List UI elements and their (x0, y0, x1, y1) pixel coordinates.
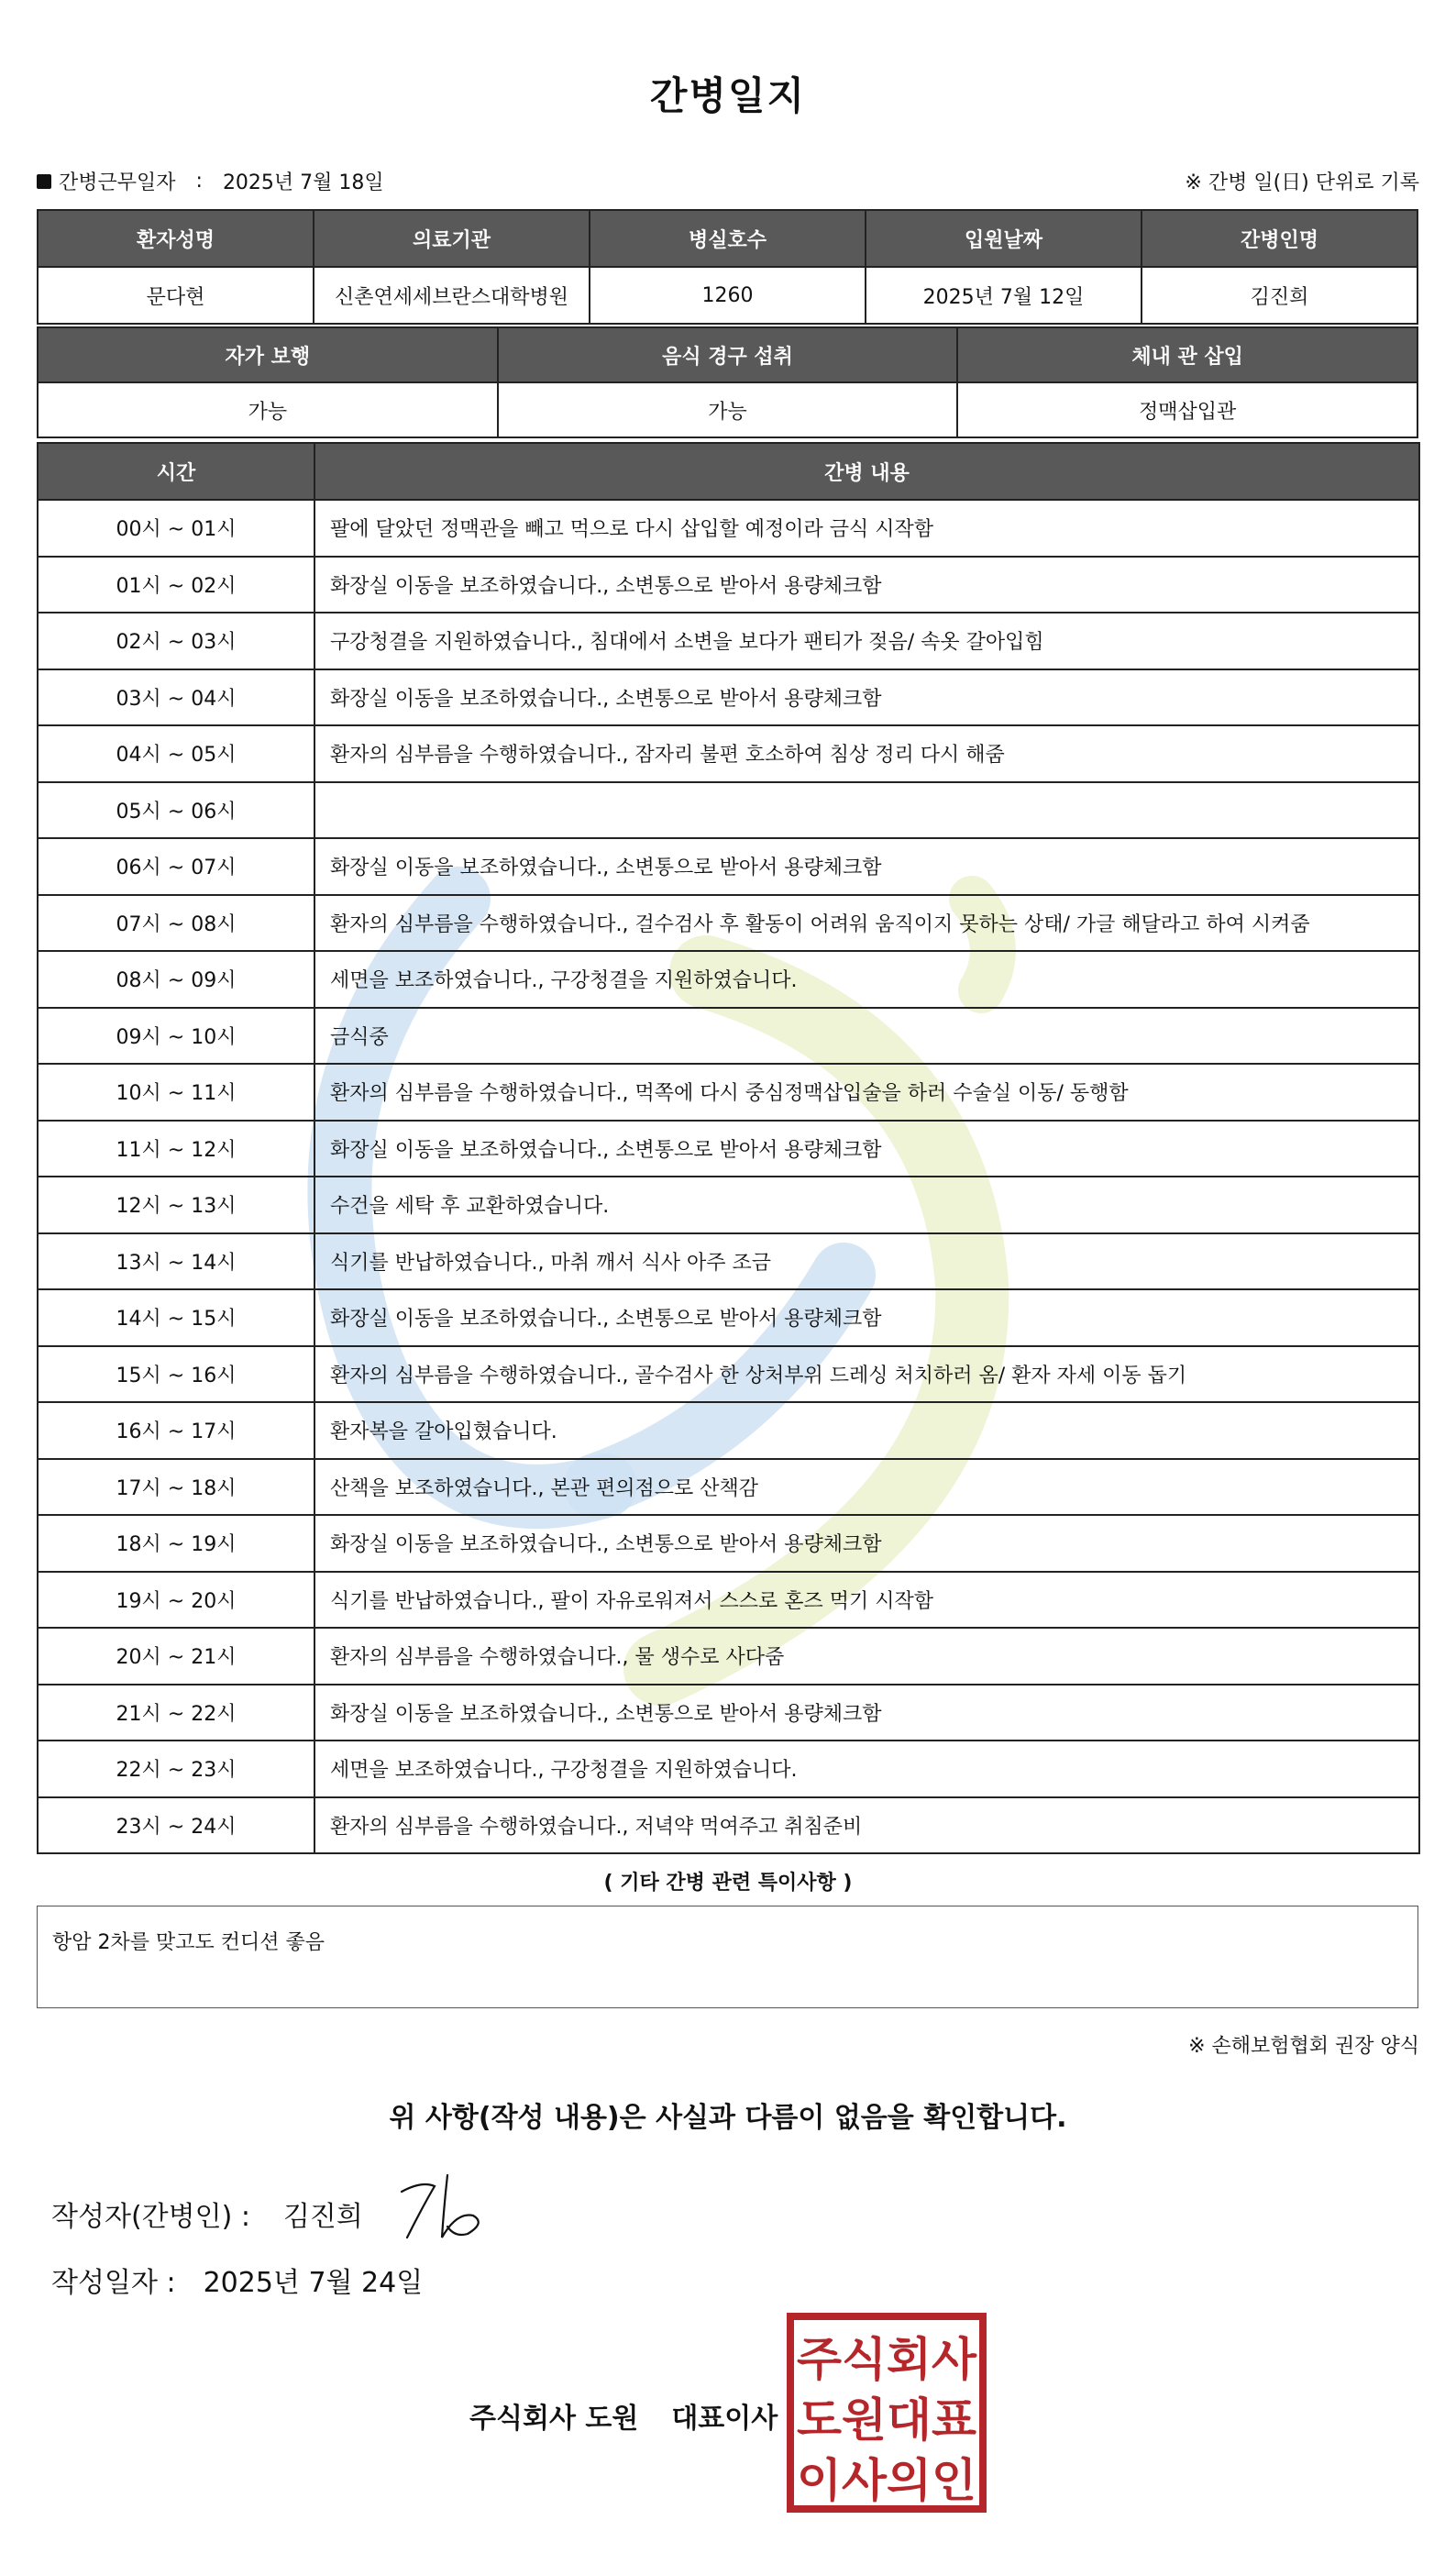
special-notes-box (37, 1906, 1418, 2008)
patient-status-table (37, 326, 1418, 438)
work-date-value: 2025년 7월 18일 (222, 171, 384, 194)
care-content: 식기를 반납하였습니다., 팔이 자유로워져서 스스로 혼즈 먹기 시작함 (314, 1572, 1419, 1629)
time-slot: 23시 ~ 24시 (38, 1797, 314, 1854)
care-content: 화장실 이동을 보조하였습니다., 소변통으로 받아서 용량체크함 (314, 669, 1419, 726)
table-row (38, 1346, 1419, 1403)
time-slot: 18시 ~ 19시 (38, 1515, 314, 1572)
caregiver-name: 김진희 (1142, 267, 1417, 324)
table-row (38, 782, 1419, 839)
table-row (38, 1515, 1419, 1572)
form-note: ※ 손해보험협회 권장 양식 (1188, 2035, 1419, 2058)
special-notes-text: 항암 2차를 맞고도 컨디션 좋음 (52, 1931, 325, 1954)
writer-name: 김진희 (282, 2201, 363, 2233)
care-content: 환자의 심부름을 수행하였습니다., 먹쪽에 다시 중심정맥삽입술을 하러 수술실 이동/ 동행함 (314, 1064, 1419, 1121)
work-date-separator: : (195, 170, 203, 193)
care-content: 식기를 반납하였습니다., 마취 깨서 식사 아주 조금 (314, 1233, 1419, 1290)
care-content: 세면을 보조하였습니다., 구강청결을 지원하였습니다. (314, 951, 1419, 1008)
care-content: 화장실 이동을 보조하였습니다., 소변통으로 받아서 용량체크함 (314, 838, 1419, 895)
care-content: 환자복을 갈아입혔습니다. (314, 1402, 1419, 1459)
tube-insertion: 정맥삽입관 (957, 382, 1417, 437)
care-content: 환자의 심부름을 수행하였습니다., 걸수검사 후 활동이 어려워 움직이지 못하는 상태/ 가글 해달라고 하여 시켜줌 (314, 895, 1419, 952)
table-row (38, 1064, 1419, 1121)
care-content: 화장실 이동을 보조하였습니다., 소변통으로 받아서 용량체크함 (314, 1515, 1419, 1572)
written-date-row (51, 2260, 423, 2300)
care-content: 환자의 심부름을 수행하였습니다., 골수검사 한 상처부위 드레싱 처치하러 옴/ 환자 자세 이동 돕기 (314, 1346, 1419, 1403)
care-content: 금식중 (314, 1008, 1419, 1065)
table-row (38, 1797, 1419, 1854)
table-row (38, 613, 1419, 669)
table-row (38, 838, 1419, 895)
care-content: 수건을 세탁 후 교환하였습니다. (314, 1177, 1419, 1233)
header-patient-name: 환자성명 (38, 210, 314, 267)
written-date-label: 작성일자 : (51, 2267, 176, 2299)
time-slot: 03시 ~ 04시 (38, 669, 314, 726)
time-slot: 15시 ~ 16시 (38, 1346, 314, 1403)
time-slot: 06시 ~ 07시 (38, 838, 314, 895)
time-slot: 05시 ~ 06시 (38, 782, 314, 839)
time-slot: 02시 ~ 03시 (38, 613, 314, 669)
table-row (38, 725, 1419, 782)
time-slot: 19시 ~ 20시 (38, 1572, 314, 1629)
table-row (38, 1233, 1419, 1290)
care-content: 팔에 달았던 정맥관을 빼고 먹으로 다시 삽입할 예정이라 금식 시작함 (314, 500, 1419, 557)
confirm-statement: 위 사항(작성 내용)은 사실과 다름이 없음을 확인합니다. (389, 2102, 1067, 2134)
representative-title: 대표이사 (671, 2403, 778, 2435)
header-time: 시간 (38, 443, 314, 500)
care-content: 세면을 보조하였습니다., 구강청결을 지원하였습니다. (314, 1741, 1419, 1797)
time-slot: 21시 ~ 22시 (38, 1685, 314, 1741)
header-self-walking: 자가 보행 (38, 327, 498, 382)
special-notes-title: ( 기타 간병 관련 특이사항 ) (603, 1872, 853, 1895)
header-oral-intake: 음식 경구 섭취 (498, 327, 958, 382)
time-slot: 13시 ~ 14시 (38, 1233, 314, 1290)
table-row (38, 1121, 1419, 1177)
table-row (38, 1402, 1419, 1459)
table-row (38, 1572, 1419, 1629)
care-content (314, 782, 1419, 839)
table-row (38, 1008, 1419, 1065)
room-number: 1260 (590, 267, 866, 324)
header-hospital: 의료기관 (314, 210, 590, 267)
table-row (38, 895, 1419, 952)
care-log-table (37, 442, 1420, 1854)
table-row (38, 557, 1419, 613)
self-walking: 가능 (38, 382, 498, 437)
header-admission-date: 입원날짜 (866, 210, 1142, 267)
care-content: 화장실 이동을 보조하였습니다., 소변통으로 받아서 용량체크함 (314, 557, 1419, 613)
time-slot: 16시 ~ 17시 (38, 1402, 314, 1459)
header-room-number: 병실호수 (590, 210, 866, 267)
document-title: 간병일지 (649, 73, 807, 118)
care-content: 구강청결을 지원하였습니다., 침대에서 소변을 보다가 팬티가 젖음/ 속옷 갈아입힘 (314, 613, 1419, 669)
table-row (38, 1459, 1419, 1516)
time-slot: 14시 ~ 15시 (38, 1289, 314, 1346)
time-slot: 17시 ~ 18시 (38, 1459, 314, 1516)
time-slot: 07시 ~ 08시 (38, 895, 314, 952)
table-row (38, 1289, 1419, 1346)
header-tube-insertion: 체내 관 삽입 (957, 327, 1417, 382)
bullet-square-icon (37, 174, 51, 189)
header-care-content: 간병 내용 (314, 443, 1419, 500)
oral-intake: 가능 (498, 382, 958, 437)
care-content: 환자의 심부름을 수행하였습니다., 물 생수로 사다줌 (314, 1628, 1419, 1685)
admission-date: 2025년 7월 12일 (866, 267, 1142, 324)
care-content: 화장실 이동을 보조하였습니다., 소변통으로 받아서 용량체크함 (314, 1121, 1419, 1177)
work-date (37, 167, 384, 195)
seal-line-2: 도원대표 (797, 2393, 977, 2447)
care-content: 산책을 보조하였습니다., 본관 편의점으로 산책감 (314, 1459, 1419, 1516)
handwritten-signature (394, 2172, 495, 2245)
seal-line-3: 이사의인 (797, 2454, 976, 2507)
table-row (38, 1177, 1419, 1233)
written-date: 2025년 7월 24일 (203, 2267, 424, 2299)
care-content: 환자의 심부름을 수행하였습니다., 잠자리 불편 호소하여 침상 정리 다시 해줌 (314, 725, 1419, 782)
hospital: 신촌연세세브란스대학병원 (314, 267, 590, 324)
table-row (38, 1685, 1419, 1741)
patient-info-table (37, 209, 1418, 325)
time-slot: 12시 ~ 13시 (38, 1177, 314, 1233)
company-seal (785, 2311, 988, 2514)
care-content: 화장실 이동을 보조하였습니다., 소변통으로 받아서 용량체크함 (314, 1685, 1419, 1741)
time-slot: 08시 ~ 09시 (38, 951, 314, 1008)
time-slot: 20시 ~ 21시 (38, 1628, 314, 1685)
care-content: 환자의 심부름을 수행하였습니다., 저녁약 먹여주고 취침준비 (314, 1797, 1419, 1854)
time-slot: 11시 ~ 12시 (38, 1121, 314, 1177)
table-row (38, 500, 1419, 557)
table-row (38, 1741, 1419, 1797)
time-slot: 01시 ~ 02시 (38, 557, 314, 613)
writer-label: 작성자(간병인) : (51, 2201, 250, 2233)
time-slot: 04시 ~ 05시 (38, 725, 314, 782)
time-slot: 22시 ~ 23시 (38, 1741, 314, 1797)
header-caregiver-name: 간병인명 (1142, 210, 1417, 267)
writer-row (51, 2194, 363, 2234)
time-slot: 10시 ~ 11시 (38, 1064, 314, 1121)
company-signature-line (469, 2395, 778, 2436)
care-content: 화장실 이동을 보조하였습니다., 소변통으로 받아서 용량체크함 (314, 1289, 1419, 1346)
patient-name: 문다현 (38, 267, 314, 324)
table-row (38, 669, 1419, 726)
table-row (38, 1628, 1419, 1685)
time-slot: 00시 ~ 01시 (38, 500, 314, 557)
seal-line-1: 주식회사 (797, 2333, 977, 2386)
company-name: 주식회사 도원 (469, 2403, 639, 2435)
unit-note: ※ 간병 일(日) 단위로 기록 (1185, 171, 1419, 194)
work-date-label: 간병근무일자 (59, 171, 176, 194)
time-slot: 09시 ~ 10시 (38, 1008, 314, 1065)
table-row (38, 951, 1419, 1008)
